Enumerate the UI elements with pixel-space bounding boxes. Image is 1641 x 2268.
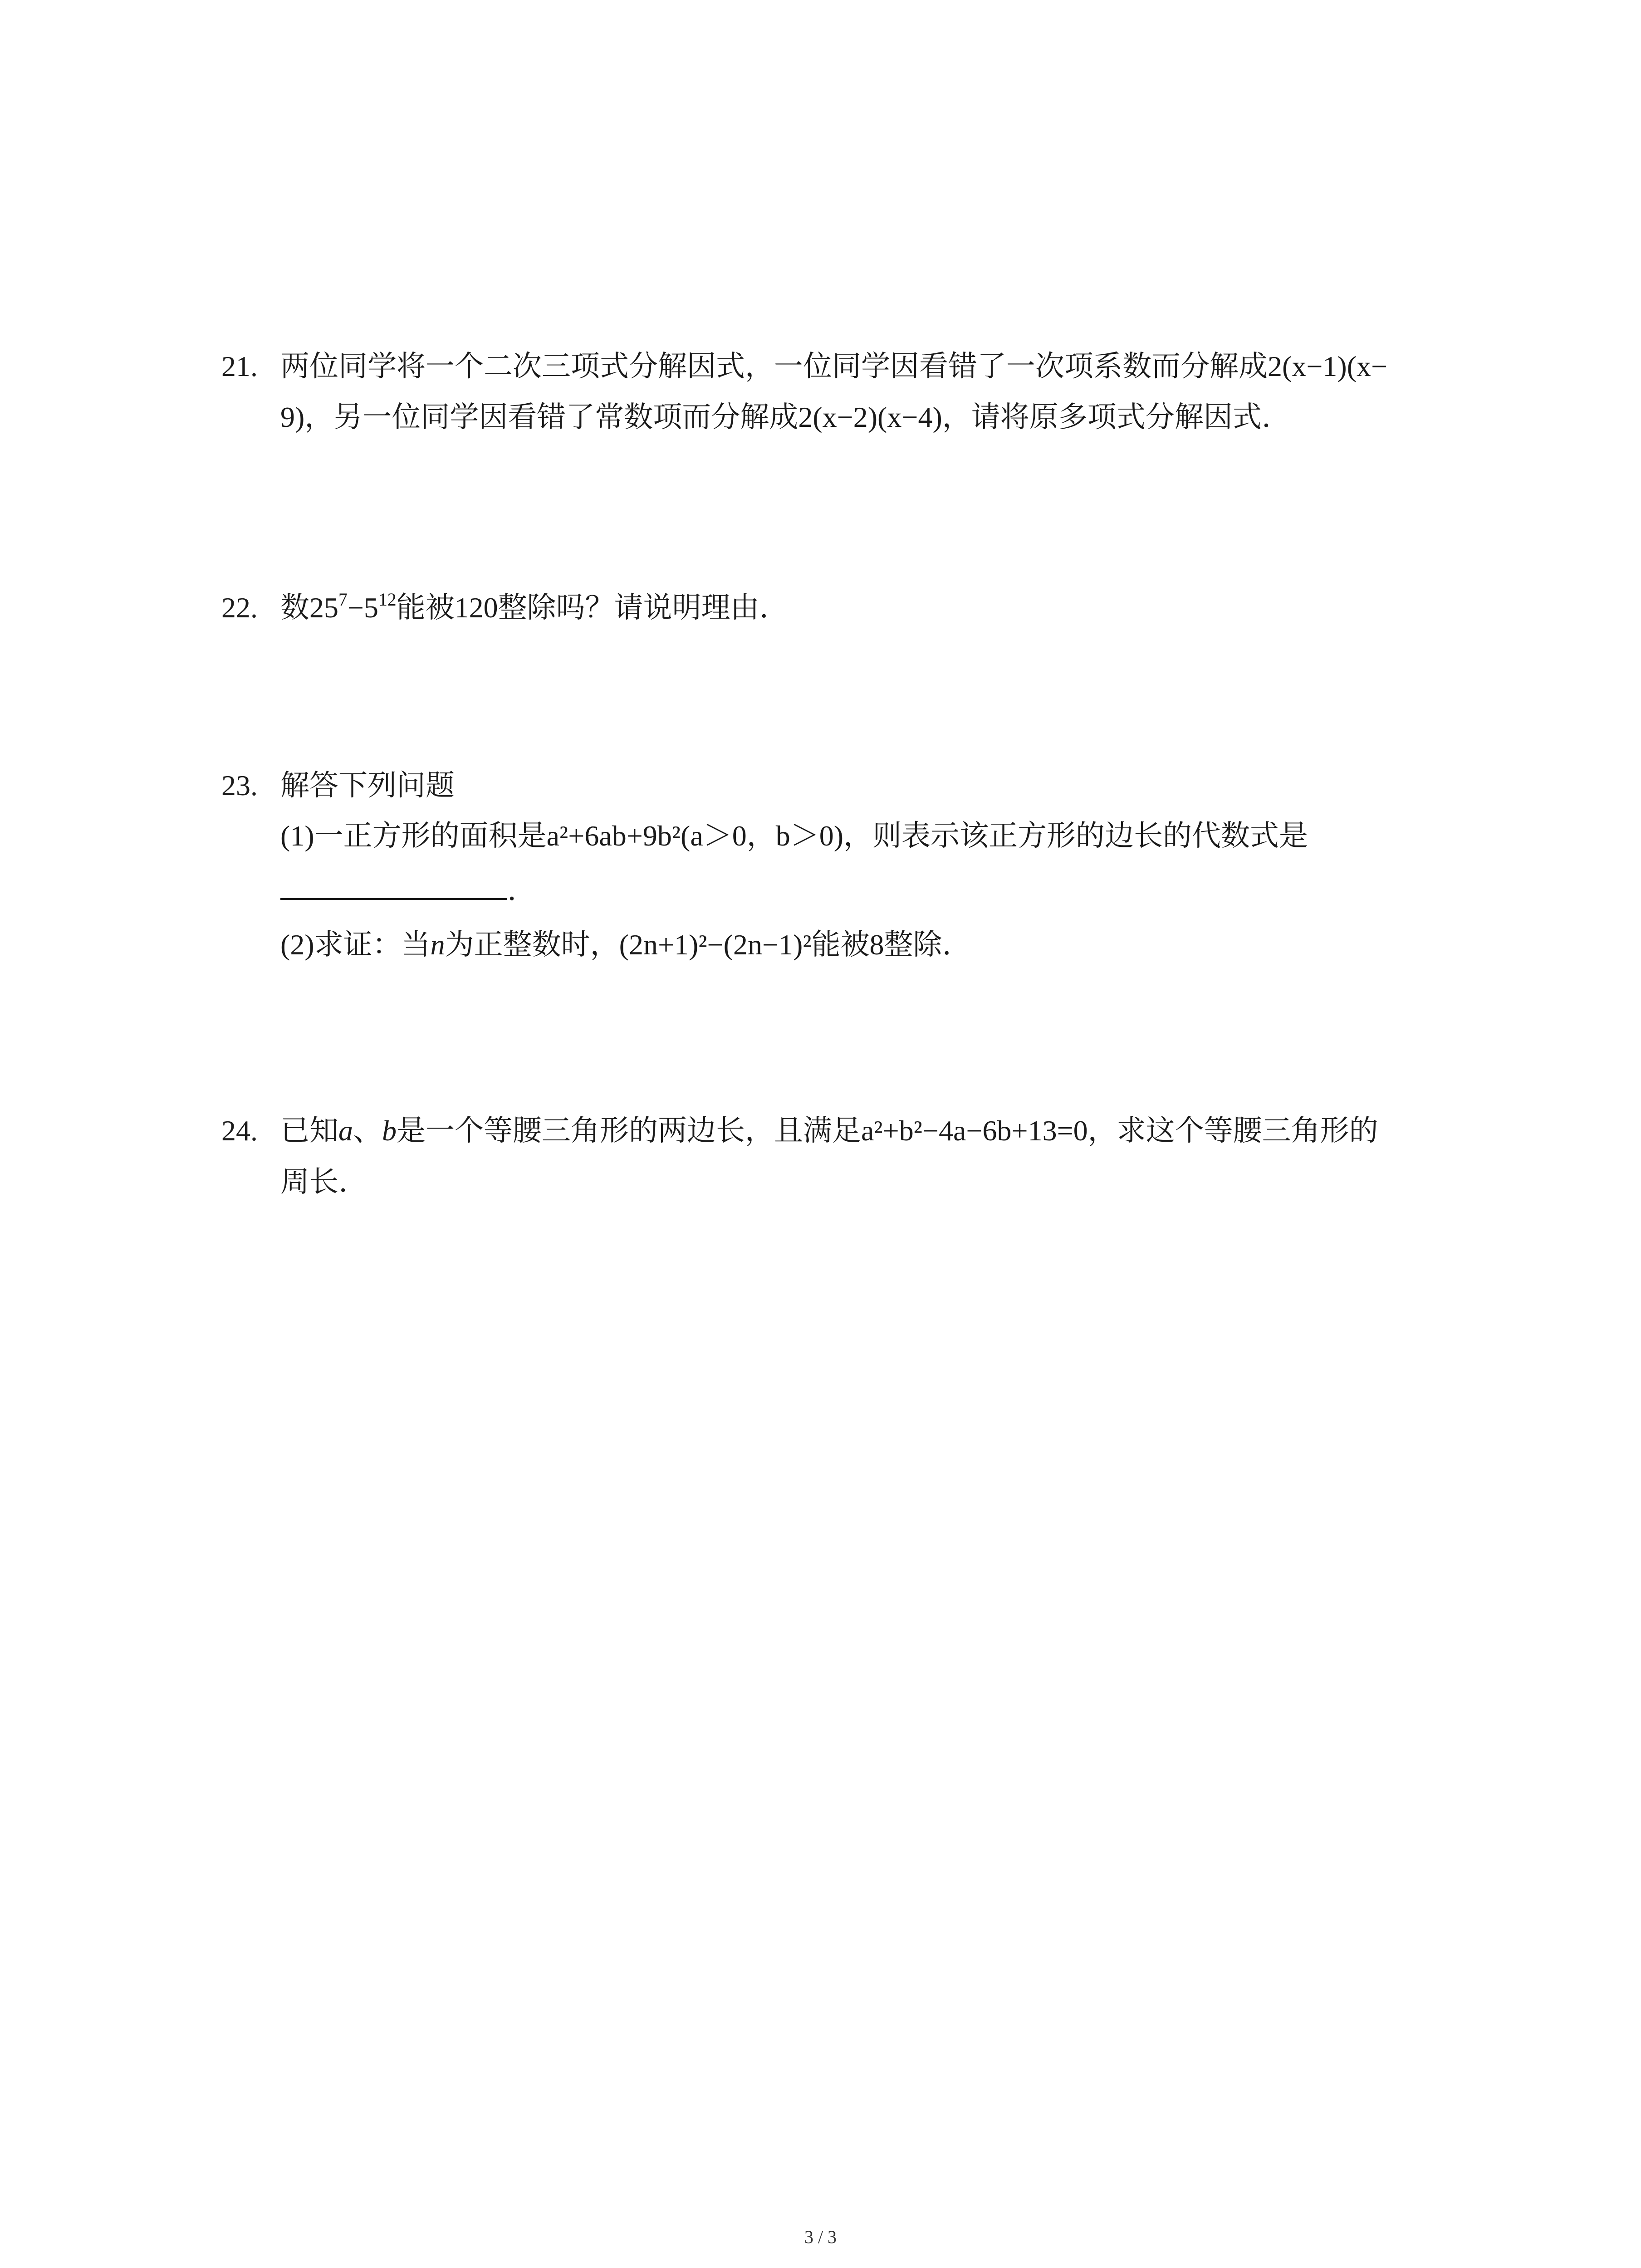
question-number: 23. — [221, 769, 258, 802]
question-text: 两位同学将一个二次三项式分解因式，一位同学因看错了一次项系数而分解成 — [280, 350, 1268, 383]
math-number: 8 — [869, 929, 884, 961]
question-text: ，请将原多项式分解因式. — [942, 401, 1271, 434]
question-24-line-2 — [280, 1165, 348, 1199]
question-21-line-2 — [280, 403, 1271, 432]
math-exponent: 7 — [338, 590, 348, 610]
math-expression: a²+b²−4a−6b+13=0 — [861, 1114, 1088, 1147]
question-text: 能被 — [811, 928, 870, 962]
math-exponent: 12 — [378, 590, 397, 610]
question-text: 求证：当 — [314, 928, 431, 962]
question-text: 一正方形的面积是 — [314, 819, 547, 853]
question-24-line-1 — [221, 1114, 1378, 1148]
math-term: −5 — [347, 591, 378, 624]
question-23-part-1 — [280, 819, 1308, 853]
question-number: 21. — [221, 350, 258, 382]
question-21-line-1 — [221, 352, 1387, 381]
math-expression: 2(x−1)(x− — [1268, 350, 1388, 382]
question-text: 已知 — [280, 1114, 338, 1148]
question-23-title — [221, 771, 455, 800]
math-variable: n — [430, 929, 445, 961]
math-base: 25 — [309, 591, 338, 624]
question-text: 为正整数时， — [445, 928, 619, 962]
math-variable: a — [338, 1114, 353, 1147]
question-text: 整除吗？请说明理由. — [498, 591, 769, 625]
question-text: 周长. — [280, 1165, 348, 1199]
question-text: 数 — [280, 591, 309, 625]
question-text: 是一个等腰三角形的两边长，且满足 — [397, 1114, 861, 1148]
math-expression: (2n+1)²−(2n−1)² — [619, 929, 812, 961]
answer-blank[interactable] — [280, 875, 507, 900]
question-text: 整除. — [884, 928, 951, 962]
math-expression: 2(x−2)(x−4) — [798, 401, 942, 433]
math-variable: b — [382, 1114, 397, 1147]
math-expression: a²+6ab+9b²(a＞0，b＞0) — [546, 820, 844, 852]
question-text: ，求这个等腰三角形的 — [1087, 1114, 1378, 1148]
part-label: (2) — [280, 929, 314, 961]
question-text: ，另一位同学因看错了常数项而分解成 — [304, 401, 798, 434]
math-number: 120 — [454, 591, 498, 624]
part-label: (1) — [280, 820, 314, 852]
page-number: 3 / 3 — [804, 2227, 837, 2247]
question-number: 24. — [221, 1114, 258, 1147]
question-text: 能被 — [396, 591, 455, 625]
question-text: ，则表示该正方形的边长的代数式是 — [843, 819, 1308, 853]
question-text: 、 — [353, 1114, 382, 1148]
answer-line — [280, 875, 516, 905]
math-expression: 9) — [280, 401, 305, 433]
question-title: 解答下列问题 — [280, 769, 455, 802]
question-number: 22. — [221, 591, 258, 624]
answer-period: . — [507, 874, 517, 907]
question-23-part-2 — [280, 928, 951, 962]
question-22 — [221, 590, 769, 625]
